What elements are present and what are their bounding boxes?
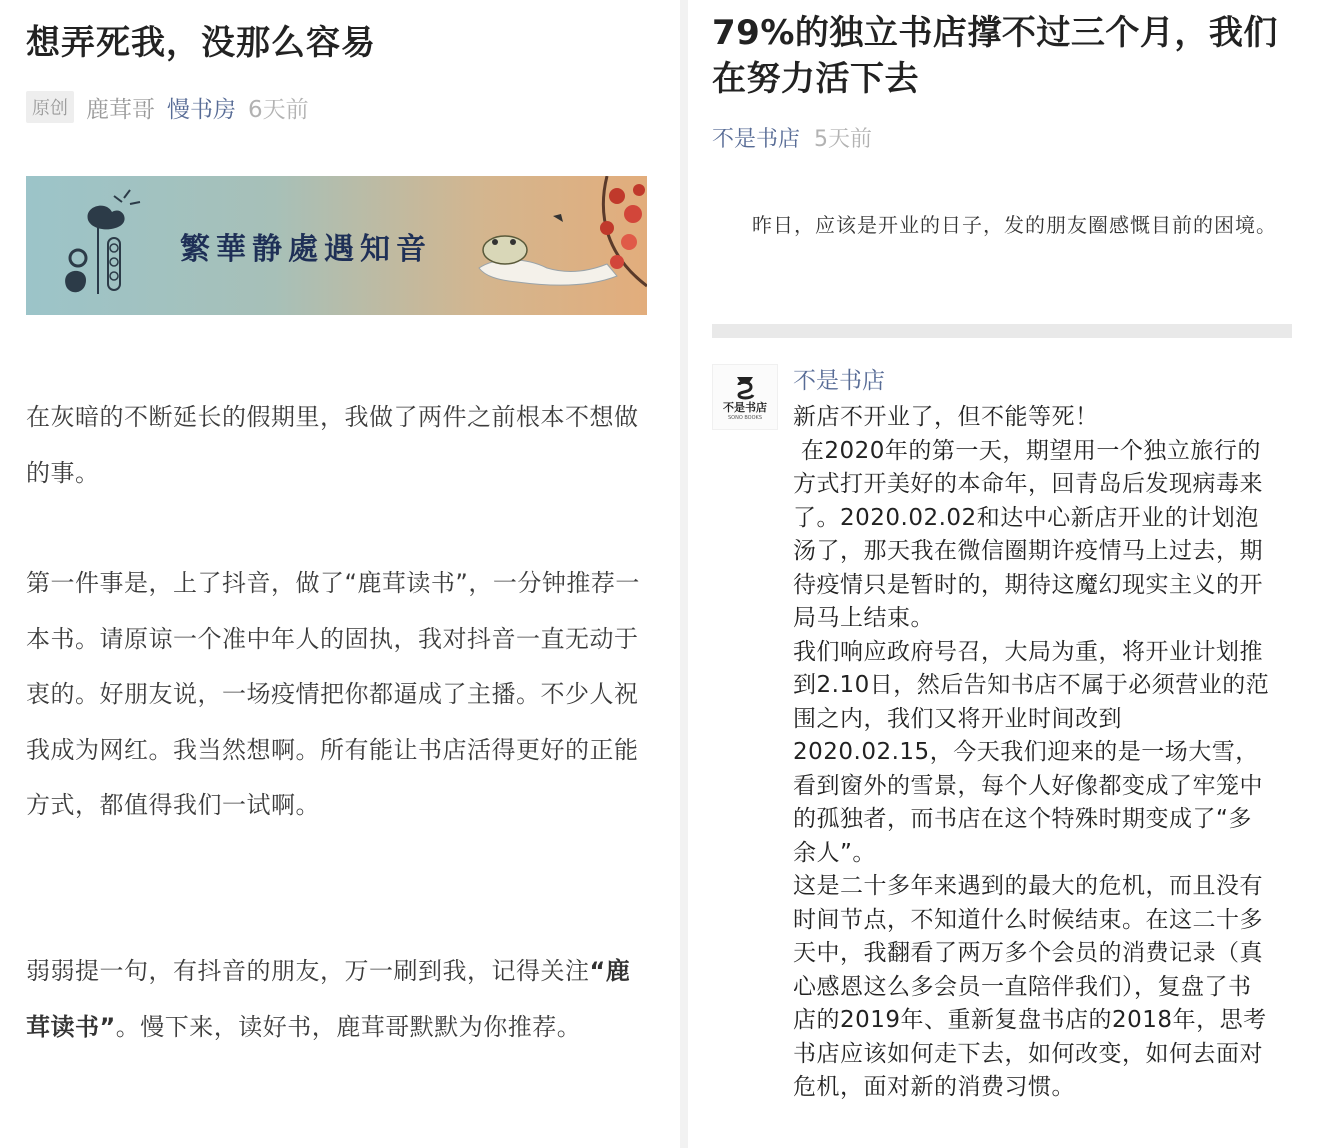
article-meta [26,90,309,124]
post-line-3: 我们响应政府号召，大局为重，将开业计划推到2.10日，然后告知书店不属于必须营业的范围之内，我们又将开业时间改到2020.02.15，今天我们迎来的是一场大雪，看到窗外的雪景，每个人好像都变成了牢笼中的孤独者，而书店在这个特殊时期变成了“多余人”。 [793,638,1270,866]
paragraph-3-post: 。慢下来，读好书，鹿茸哥默默为你推荐。 [115,1012,582,1041]
publish-time: 6天前 [248,96,309,123]
post-line-1: 新店不开业了，但不能等死！ [793,404,1099,430]
paragraph-3 [26,944,654,1055]
post-line-2: 在2020年的第一天，期望用一个独立旅行的方式打开美好的本命年，回青岛后发现病毒来了。2020.02.02和达中心新店开业的计划泡汤了，那天我在微信圈期许疫情马上过去，期待疫情只是暂时的，期待这魔幻现实主义的开局马上结束。 [793,437,1263,631]
publish-time: 5天前 [814,127,873,152]
original-badge: 原创 [26,91,74,123]
toad-plum-ornament-icon [457,176,647,315]
section-divider [712,324,1292,338]
douyin-account-highlight: “鹿茸读书” [26,957,631,1041]
article-title: 79%的独立书店撑不过三个月，我们在努力活下去 [712,13,1278,99]
post-line-4: 这是二十多年来遇到的最大的危机，而且没有时间节点，不知道什么时候结束。在这二十多天中，我翻看了两万多个会员的消费记录（真心感恩这么多会员一直陪伴我们），复盘了书店的2019年、重新复盘书店的2018年，思考书店应该如何走下去，如何改变，如何去面对危机，面对新的消费习惯。 [793,873,1267,1100]
account-link[interactable]: 慢书房 [167,96,236,123]
post-author[interactable]: 不是书店 [793,368,885,394]
lotus-ornament-icon [26,176,166,315]
author-name: 鹿茸哥 [86,96,155,123]
article-meta [712,122,872,153]
avatar-subtitle: SONO BOOKS [727,415,763,421]
account-link[interactable]: 不是书店 [712,127,801,152]
paragraph-3-pre: 弱弱提一句，有抖音的朋友，万一刷到我，记得关注 [26,957,590,985]
paragraph-1: 在灰暗的不断延长的假期里，我做了两件之前根本不想做的事。 [26,403,639,487]
bookstore-logo-icon [713,365,777,429]
article-title: 想弄死我，没那么容易 [26,23,376,63]
right-article [688,0,1338,1148]
intro-paragraph: 昨日，应该是开业的日子，发的朋友圈感慨目前的困境。 [752,213,1277,237]
paragraph-2: 第一件事是，上了抖音，做了“鹿茸读书”，一分钟推荐一本书。请原谅一个准中年人的固执，我对抖音一直无动于衷的。好朋友说，一场疫情把你都逼成了主播。不少人祝我成为网红。我当然想啊。所有能让书店活得更好的正能方式，都值得我们一试啊。 [26,569,640,819]
banner-caption: 繁華静處遇知音 [180,232,432,267]
article-banner [26,176,647,315]
column-divider [680,0,688,1148]
moment-post [793,401,1273,1105]
avatar[interactable] [712,364,778,430]
avatar-title: 不是书店 [723,401,767,414]
